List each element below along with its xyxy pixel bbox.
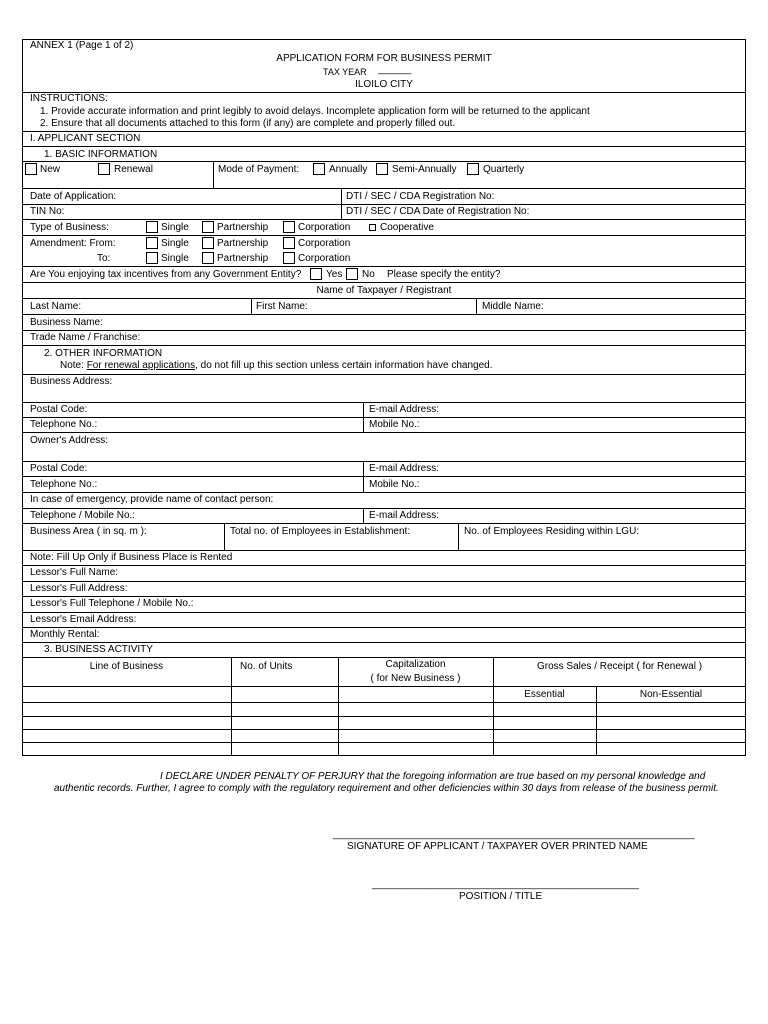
renewal-label: Renewal <box>114 164 153 175</box>
applicant-section-title: I. APPLICANT SECTION <box>30 133 141 144</box>
declaration-line-1: I DECLARE UNDER PENALTY OF PERJURY that the foregoing information are true based on my personal knowledge and <box>160 771 706 782</box>
cooperative-label: Cooperative <box>380 222 434 233</box>
city-name: ILOILO CITY <box>355 79 413 90</box>
semi-annually-label: Semi-Annually <box>392 164 457 175</box>
business-email-field[interactable]: E-mail Address: <box>369 404 440 415</box>
row-divider <box>22 345 746 346</box>
tax-incentives-question: Are You enjoying tax incentives from any Government Entity? <box>30 269 302 280</box>
row-divider <box>22 161 746 162</box>
col-divider <box>341 188 342 219</box>
row-divider <box>22 146 746 147</box>
col-divider <box>338 657 339 755</box>
first-name-field[interactable]: First Name: <box>256 301 308 312</box>
owner-telephone-field[interactable]: Telephone No.: <box>30 479 98 490</box>
dti-registration-date-field[interactable]: DTI / SEC / CDA Date of Registration No: <box>346 206 530 217</box>
row-divider <box>22 742 746 743</box>
row-divider <box>22 716 746 717</box>
to-corporation-label: Corporation <box>298 253 351 264</box>
capitalization-subheader: ( for New Business ) <box>370 673 461 684</box>
yes-label: Yes <box>326 269 343 280</box>
form-title: APPLICATION FORM FOR BUSINESS PERMIT <box>276 53 492 64</box>
new-checkbox[interactable] <box>25 163 37 175</box>
emergency-contact-field[interactable]: In case of emergency, provide name of contact person: <box>30 494 274 505</box>
col-divider <box>363 508 364 523</box>
tax-year-label: TAX YEAR <box>323 67 367 77</box>
amendment-to-label: To: <box>97 253 111 264</box>
instruction-item: 2. Ensure that all documents attached to this form (if any) are complete and properly filled out. <box>40 118 456 129</box>
middle-name-field[interactable]: Middle Name: <box>482 301 544 312</box>
row-divider <box>22 402 746 403</box>
col-divider <box>251 298 252 314</box>
lessor-email-field[interactable]: Lessor's Email Address: <box>30 614 137 625</box>
row-divider <box>22 314 746 315</box>
owner-email-field[interactable]: E-mail Address: <box>369 463 440 474</box>
from-corporation-checkbox[interactable] <box>283 237 295 249</box>
row-divider <box>22 204 746 205</box>
to-single-checkbox[interactable] <box>146 252 158 264</box>
from-corporation-label: Corporation <box>298 238 351 249</box>
renewal-note <box>60 360 492 372</box>
to-partnership-checkbox[interactable] <box>202 252 214 264</box>
emergency-tel-mobile-field[interactable]: Telephone / Mobile No.: <box>30 510 136 521</box>
from-single-checkbox[interactable] <box>146 237 158 249</box>
business-area-field[interactable]: Business Area ( in sq. m ): <box>30 526 147 537</box>
total-employees-field[interactable]: Total no. of Employees in Establishment: <box>230 526 411 537</box>
col-divider <box>363 402 364 432</box>
row-divider <box>22 581 746 582</box>
row-divider <box>22 266 746 267</box>
signature-label: SIGNATURE OF APPLICANT / TAXPAYER OVER PRINTED NAME <box>347 841 648 852</box>
no-label: No <box>362 269 375 280</box>
row-divider <box>22 686 493 687</box>
annually-checkbox[interactable] <box>313 163 325 175</box>
semi-annually-checkbox[interactable] <box>376 163 388 175</box>
yes-checkbox[interactable] <box>310 268 322 280</box>
new-label: New <box>40 164 61 175</box>
row-divider <box>22 729 746 730</box>
renewal-note-text: , do not fill up this section unless certain information have changed. <box>195 360 493 371</box>
cooperative-checkbox[interactable] <box>369 224 376 231</box>
date-of-application-field[interactable]: Date of Application: <box>30 191 117 202</box>
row-divider <box>22 330 746 331</box>
corporation-label: Corporation <box>298 222 351 233</box>
row-divider <box>22 282 746 283</box>
specify-entity-label: Please specify the entity? <box>387 269 501 280</box>
employees-lgu-field[interactable]: No. of Employees Residing within LGU: <box>464 526 640 537</box>
form-border-bottom <box>22 755 746 756</box>
row-divider <box>22 374 746 375</box>
lessor-address-field[interactable]: Lessor's Full Address: <box>30 583 128 594</box>
from-partnership-checkbox[interactable] <box>202 237 214 249</box>
business-mobile-field[interactable]: Mobile No.: <box>369 419 420 430</box>
row-divider <box>22 523 746 524</box>
row-divider <box>22 92 746 93</box>
to-partnership-label: Partnership <box>217 253 269 264</box>
business-telephone-field[interactable]: Telephone No.: <box>30 419 98 430</box>
tin-no-field[interactable]: TIN No: <box>30 206 65 217</box>
instruction-item: 1. Provide accurate information and print legibly to avoid delays. Incomplete application form will be returned to the applicant <box>40 106 590 117</box>
renewal-note-prefix: Note: <box>60 360 84 371</box>
row-divider <box>22 417 746 418</box>
annually-label: Annually <box>329 164 368 175</box>
col-divider <box>476 298 477 314</box>
other-info-title: 2. OTHER INFORMATION <box>44 348 163 359</box>
annex-label: ANNEX 1 (Page 1 of 2) <box>30 40 134 51</box>
row-divider <box>22 565 746 566</box>
row-divider <box>22 298 746 299</box>
row-divider <box>22 461 746 462</box>
taxpayer-name-heading: Name of Taxpayer / Registrant <box>316 285 452 296</box>
col-divider <box>231 657 232 755</box>
lessor-phone-field[interactable]: Lessor's Full Telephone / Mobile No.: <box>30 598 194 609</box>
col-divider <box>363 461 364 492</box>
col-divider <box>213 161 214 188</box>
row-divider <box>22 642 746 643</box>
capitalization-header: Capitalization <box>385 659 446 670</box>
business-postal-code-field[interactable]: Postal Code: <box>30 404 88 415</box>
dti-registration-no-field[interactable]: DTI / SEC / CDA Registration No: <box>346 191 495 202</box>
row-divider <box>22 188 746 189</box>
gross-sales-header: Gross Sales / Receipt ( for Renewal ) <box>536 661 703 672</box>
business-name-field[interactable]: Business Name: <box>30 317 103 328</box>
no-checkbox[interactable] <box>346 268 358 280</box>
row-divider <box>22 131 746 132</box>
position-label: POSITION / TITLE <box>459 891 543 902</box>
single-label: Single <box>161 222 189 233</box>
partnership-checkbox[interactable] <box>202 221 214 233</box>
line-of-business-header: Line of Business <box>89 661 164 672</box>
col-divider <box>224 523 225 550</box>
owners-address-field[interactable]: Owner's Address: <box>30 435 109 446</box>
owner-mobile-field[interactable]: Mobile No.: <box>369 479 420 490</box>
from-single-label: Single <box>161 238 189 249</box>
quarterly-label: Quarterly <box>483 164 525 175</box>
business-address-field[interactable]: Business Address: <box>30 376 113 387</box>
no-of-units-header: No. of Units <box>240 661 293 672</box>
row-divider <box>22 596 746 597</box>
position-line[interactable]: ________________________________________________ <box>372 879 639 890</box>
monthly-rental-field[interactable]: Monthly Rental: <box>30 629 100 640</box>
last-name-field[interactable]: Last Name: <box>30 301 82 312</box>
row-divider <box>22 550 746 551</box>
partnership-label: Partnership <box>217 222 269 233</box>
row-divider <box>22 627 746 628</box>
trade-name-field[interactable]: Trade Name / Franchise: <box>30 332 141 343</box>
single-checkbox[interactable] <box>146 221 158 233</box>
non-essential-header: Non-Essential <box>639 689 703 700</box>
row-divider <box>493 686 746 687</box>
row-divider <box>22 219 746 220</box>
owner-postal-code-field[interactable]: Postal Code: <box>30 463 88 474</box>
lessor-name-field[interactable]: Lessor's Full Name: <box>30 567 119 578</box>
to-corporation-checkbox[interactable] <box>283 252 295 264</box>
row-divider <box>22 612 746 613</box>
row-divider <box>22 432 746 433</box>
renewal-note-emphasis: For renewal applications <box>86 360 196 371</box>
emergency-email-field[interactable]: E-mail Address: <box>369 510 440 521</box>
col-divider <box>458 523 459 550</box>
renewal-checkbox[interactable] <box>98 163 110 175</box>
tax-year-field[interactable]: ______ <box>378 64 412 75</box>
from-partnership-label: Partnership <box>217 238 269 249</box>
essential-header: Essential <box>524 689 565 700</box>
amendment-from-label: Amendment: From: <box>30 238 116 249</box>
mode-of-payment-label: Mode of Payment: <box>218 164 300 175</box>
declaration-line-2: authentic records. Further, I agree to comply with the regulatory requirement and other deficiencies within 30 days from release of the business permit. <box>54 783 719 794</box>
basic-info-title: 1. BASIC INFORMATION <box>44 149 158 160</box>
row-divider <box>22 702 746 703</box>
row-divider <box>22 492 746 493</box>
corporation-checkbox[interactable] <box>283 221 295 233</box>
instructions-label: INSTRUCTIONS: <box>30 93 108 104</box>
to-single-label: Single <box>161 253 189 264</box>
quarterly-checkbox[interactable] <box>467 163 479 175</box>
type-of-business-label: Type of Business: <box>30 222 109 233</box>
row-divider <box>22 476 746 477</box>
row-divider <box>22 657 746 658</box>
business-activity-title: 3. BUSINESS ACTIVITY <box>44 644 153 655</box>
rented-note: Note: Fill Up Only if Business Place is Rented <box>30 552 233 563</box>
row-divider <box>22 508 746 509</box>
signature-line[interactable]: _________________________________________________________________ <box>333 829 695 840</box>
row-divider <box>22 235 746 236</box>
